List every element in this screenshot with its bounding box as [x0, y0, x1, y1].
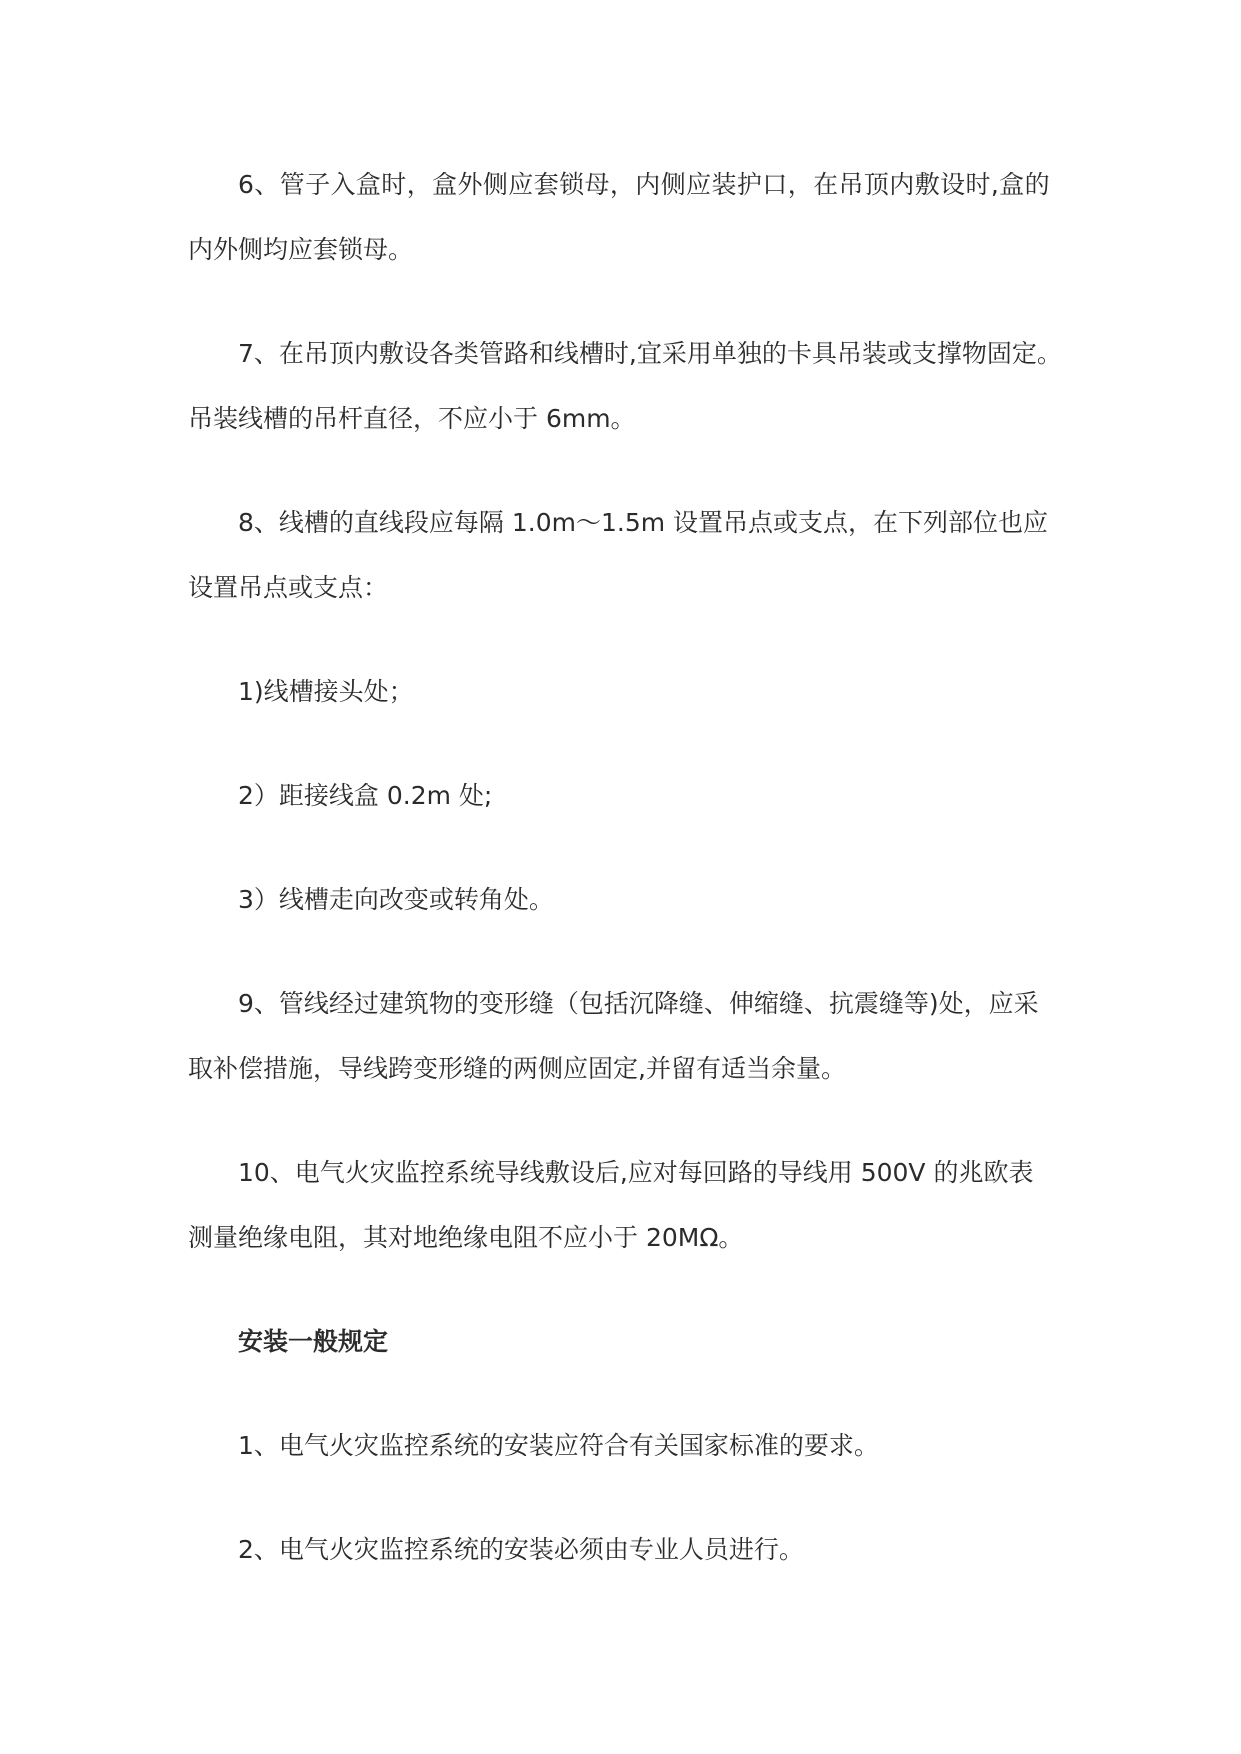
list-item-3: 3）线槽走向改变或转角处。 — [238, 885, 554, 914]
paragraph-8-line-2: 设置吊点或支点： — [188, 573, 389, 602]
paragraph-6-line-1: 6、管子入盒时，盒外侧应套锁母，内侧应装护口，在吊顶内敷设时,盒的 — [238, 170, 1051, 199]
list-item-1: 1)线槽接头处； — [238, 677, 414, 706]
paragraph-9-line-2: 取补偿措施，导线跨变形缝的两侧应固定,并留有适当余量。 — [188, 1054, 846, 1083]
list-item-2: 2）距接线盒 0.2m 处; — [238, 781, 493, 810]
paragraph-6-line-2: 内外侧均应套锁母。 — [188, 235, 414, 264]
paragraph-9-line-1: 9、管线经过建筑物的变形缝（包括沉降缝、伸缩缝、抗震缝等)处，应采 — [238, 989, 1039, 1018]
section-heading: 安装一般规定 — [238, 1327, 389, 1356]
paragraph-8-line-1: 8、线槽的直线段应每隔 1.0m～1.5m 设置吊点或支点，在下列部位也应 — [238, 508, 1049, 537]
paragraph-7-line-1: 7、在吊顶内敷设各类管路和线槽时,宜采用单独的卡具吊装或支撑物固定。 — [238, 339, 1062, 368]
paragraph-7-line-2: 吊装线槽的吊杆直径，不应小于 6mm。 — [188, 404, 636, 433]
paragraph-10-line-1: 10、电气火灾监控系统导线敷设后,应对每回路的导线用 500V 的兆欧表 — [238, 1158, 1034, 1187]
section-item-2: 2、电气火灾监控系统的安装必须由专业人员进行。 — [238, 1535, 804, 1564]
paragraph-10-line-2: 测量绝缘电阻，其对地绝缘电阻不应小于 20MΩ。 — [188, 1223, 744, 1252]
section-item-1: 1、电气火灾监控系统的安装应符合有关国家标准的要求。 — [238, 1431, 879, 1460]
